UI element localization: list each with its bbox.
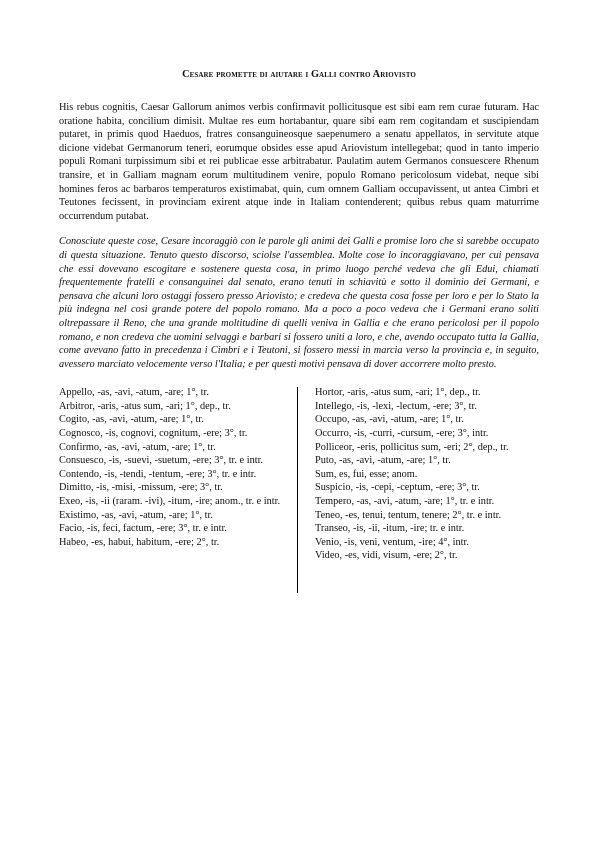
vocabulary-entry: Teneo, -es, tenui, tentum, tenere; 2°, tr. e intr. (315, 509, 502, 521)
vocabulary-entry: Existimo, -as, -avi, -atum, -are; 1°, tr. (59, 509, 213, 521)
vocabulary-entry: Facio, -is, feci, factum, -ere; 3°, tr. e intr. (59, 523, 227, 535)
latin-paragraph: His rebus cognitis, Caesar Gallorum animos verbis confirmavit pollicitusque est sibi eam rem curae futuram. Hac oratione habita, concilium dimisit. Multae res eum hortabantur, quare sibi eam rem cogitandam et suscipiendam putaret, in primis quod Haeduos, fratres consanguineosque saepenumero a senatu appellatos, in servitute atque dicione videbat Germanorum teneri, eorumque obsides esse apud Ariovistum intellegebat; quod in tanto imperio populi Romani turpissimum sibi et rei publicae esse arbitrabatur. Paulatim autem Germanos consuescere Rhenum transire, et in Galliam magnam eorum multitudinem venire, populo Romano pericolosum videbat, neque sibi homines feros ac barbaros temperaturos existimabat, quin, cum omnem Galliam occupavissent, ut antea Cimbri et Teutones fecissent, in provinciam exirent atque inde in Italiam contenderent; quibus rebus quam maturrime occurrendum putabat. (59, 102, 539, 222)
vocabulary-entry: Intellego, -is, -lexi, -lectum, -ere; 3°, tr. (315, 400, 477, 412)
page-title: Cesare promette di aiutare i Galli contro Ariovisto (182, 69, 416, 80)
vocabulary-entry: Transeo, -is, -ii, -itum, -ire; tr. e intr. (315, 523, 465, 535)
vocabulary-entry: Cogito, -as, -avi, -atum, -are; 1°, tr. (59, 414, 204, 426)
vocabulary-entry: Suspicio, -is, -cepi, -ceptum, -ere; 3°, tr. (315, 482, 480, 494)
vocabulary-entry: Exeo, -is, -ii (raram. -ivi), -itum, -ire; anom., tr. e intr. (59, 496, 281, 508)
vocabulary-entry: Habeo, -es, habui, habitum, -ere; 2°, tr. (59, 536, 220, 548)
vocabulary-entry: Occurro, -is, -curri, -cursum, -ere; 3°, intr. (315, 428, 489, 440)
vocabulary-entry: Contendo, -is, -tendi, -tentum, -ere; 3°, tr. e intr. (59, 468, 257, 480)
vocabulary-entry: Tempero, -as, -avi, -atum, -are; 1°, tr. e intr. (315, 496, 495, 508)
vocabulary-entry: Venio, -is, veni, ventum, -ire; 4°, intr. (315, 536, 469, 548)
vocabulary-entry: Dimitto, -is, -misi, -missum, -ere; 3°, tr. (59, 482, 223, 494)
vocabulary-list (59, 386, 539, 593)
vocabulary-entry: Video, -es, vidi, visum, -ere; 2°, tr. (315, 550, 458, 562)
vocabulary-entry: Hortor, -aris, -atus sum, -ari; 1°, dep., tr. (315, 387, 481, 399)
vocabulary-column-right (298, 386, 525, 593)
vocabulary-entry: Polliceor, -eris, pollicitus sum, -eri; 2°, dep., tr. (315, 441, 509, 453)
document-page (59, 68, 539, 593)
vocabulary-entry: Consuesco, -is, -suevi, -suetum, -ere; 3°, tr. e intr. (59, 455, 264, 467)
italian-translation-paragraph: Conosciute queste cose, Cesare incoraggiò con le parole gli animi dei Galli e promise loro che si sarebbe occupato di questa situazione. Tenuto questo discorso, sciolse l'assemblea. Molte cose lo incoraggiavano, per cui pensava che essi dovevano escogitare e sostenere questa cosa, in primo luogo perché vedeva che gli Edui, chiamati frequentemente fratelli e consanguinei dal senato, erano tenuti in schiavitù e sotto il dominio dei Germani, e pensava che alcuni loro ostaggi fossero presso Ariovisto; e credeva che questa cosa fosse per loro e per lo Stato la più indegna nel così grande potere del popolo romano. Ma a poco a poco vedeva che i Germani erano soliti oltrepassare il Reno, che una grande moltitudine di quelli veniva in Gallia e che erano pericolosi per il popolo romano, e non credeva che uomini selvaggi e barbari si fossero uniti a loro, e che, avendo occupato tutta la Gallia, come avevano fatto in precedenza i Cimbri e i Teutoni, si fossero messi in marcia verso la provincia e, in seguito, avessero marciato velocemente verso l'Italia; e per questi motivi pensava di dover accorrere molto presto. (59, 236, 539, 370)
vocabulary-entry: Appello, -as, -avi, -atum, -are; 1°, tr. (59, 387, 209, 399)
vocabulary-entry: Cognosco, -is, cognovi, cognitum, -ere; 3°, tr. (59, 428, 248, 440)
vocabulary-entry: Arbitror, -aris, -atus sum, -ari; 1°, dep., tr. (59, 400, 231, 412)
vocabulary-entry: Occupo, -as, -avi, -atum, -are; 1°, tr. (315, 414, 464, 426)
vocabulary-entry: Sum, es, fui, esse; anom. (315, 468, 418, 480)
vocabulary-entry: Confirmo, -as, -avi, -atum, -are; 1°, tr. (59, 441, 216, 453)
vocabulary-entry: Puto, -as, -avi, -atum, -are; 1°, tr. (315, 455, 451, 467)
vocabulary-column-left (59, 386, 297, 593)
